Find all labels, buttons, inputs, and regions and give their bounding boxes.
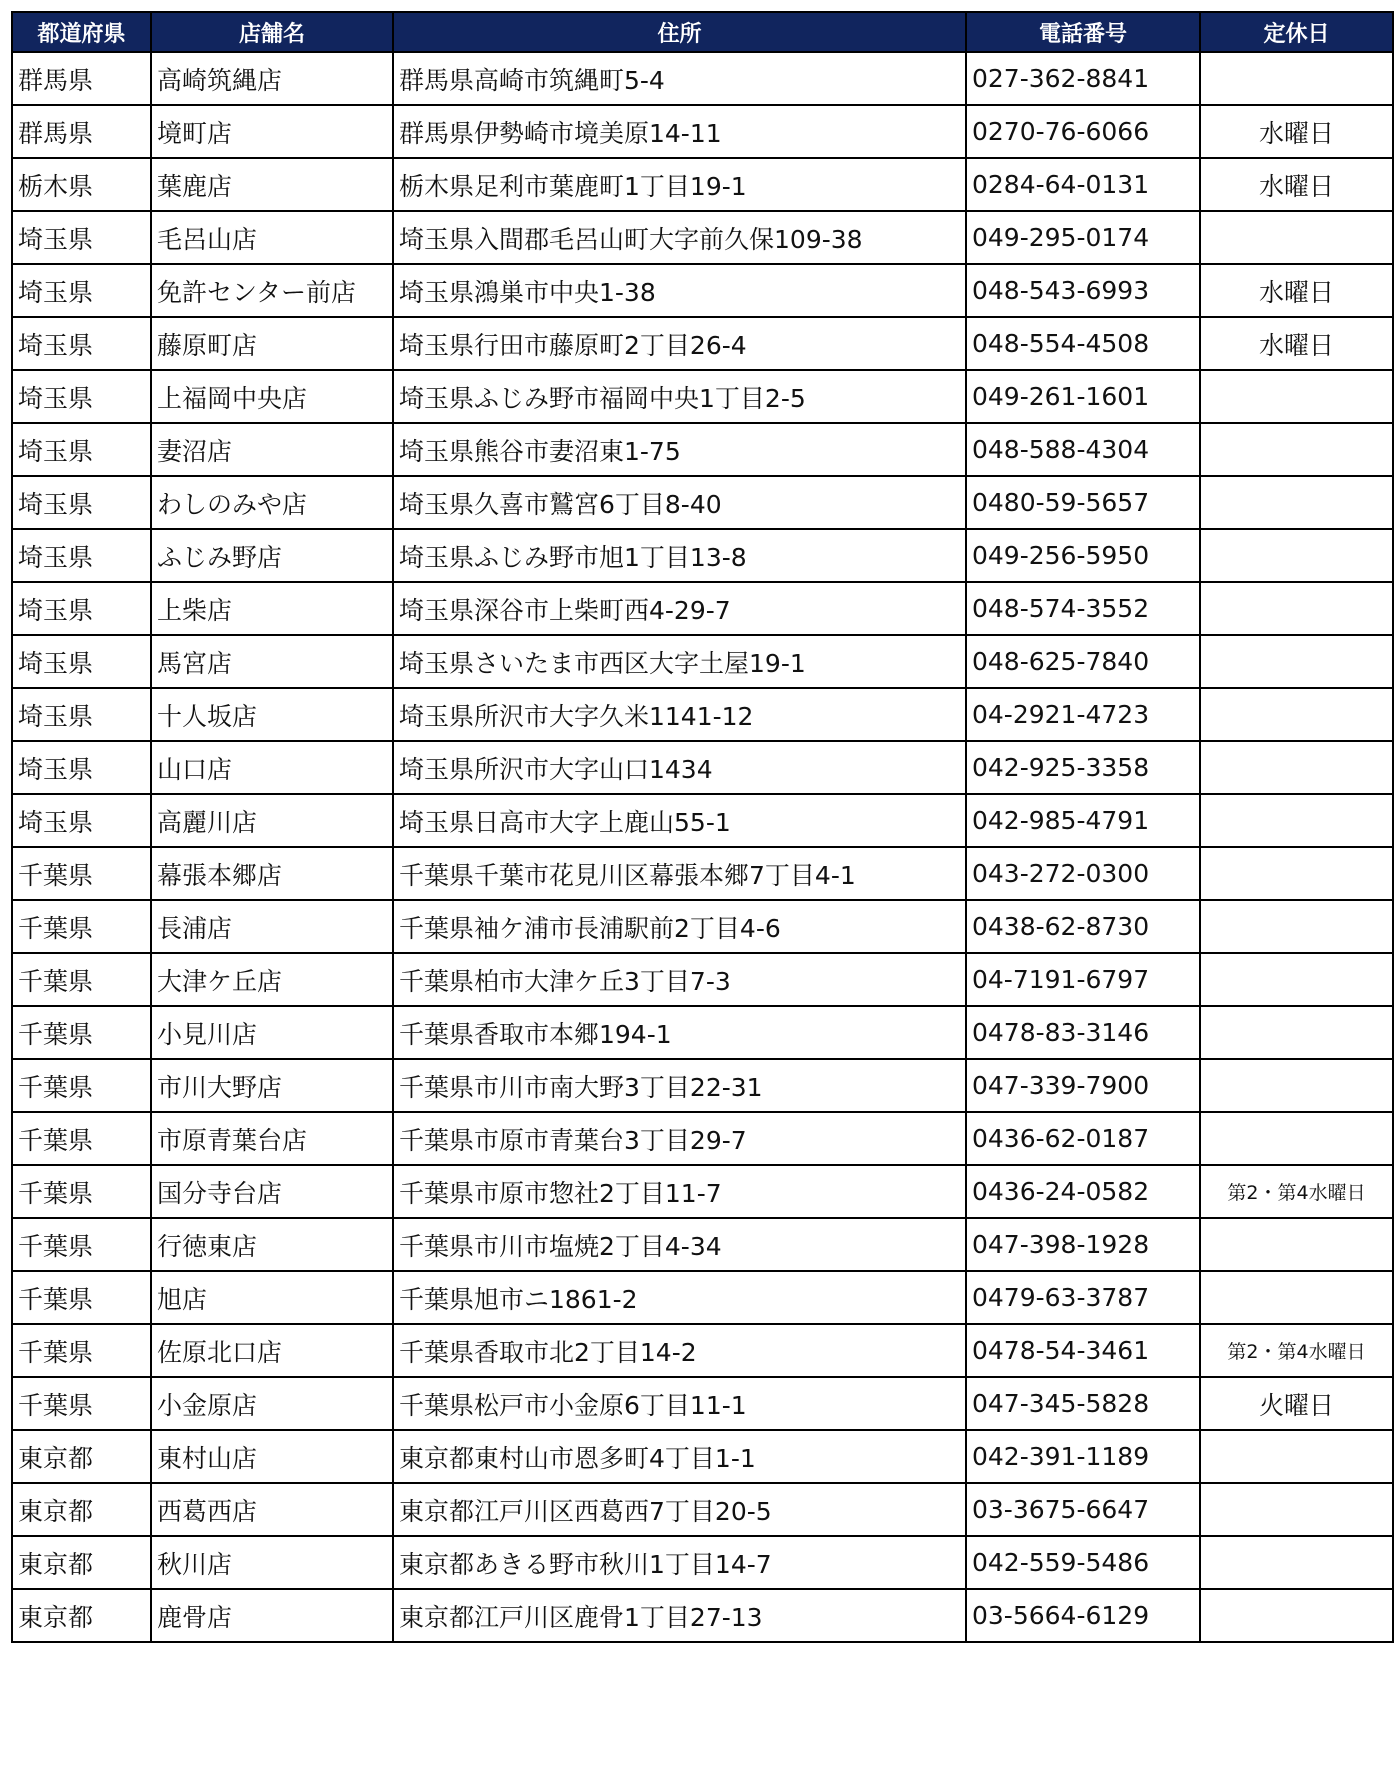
cell-phone: 0436-24-0582: [966, 1165, 1200, 1218]
cell-address: 千葉県松戸市小金原6丁目11-1: [393, 1377, 966, 1430]
cell-address: 埼玉県ふじみ野市旭1丁目13-8: [393, 529, 966, 582]
cell-prefecture: 千葉県: [12, 1324, 151, 1377]
cell-holiday: [1200, 847, 1393, 900]
cell-store-name: 市川大野店: [151, 1059, 393, 1112]
cell-holiday: [1200, 423, 1393, 476]
cell-store-name: 市原青葉台店: [151, 1112, 393, 1165]
cell-phone: 042-559-5486: [966, 1536, 1200, 1589]
cell-store-name: 葉鹿店: [151, 158, 393, 211]
cell-holiday: [1200, 370, 1393, 423]
table-row: [12, 688, 1393, 741]
cell-holiday: 火曜日: [1200, 1377, 1393, 1430]
cell-phone: 0436-62-0187: [966, 1112, 1200, 1165]
cell-prefecture: 千葉県: [12, 1218, 151, 1271]
cell-store-name: 長浦店: [151, 900, 393, 953]
cell-store-name: 小金原店: [151, 1377, 393, 1430]
cell-store-name: 小見川店: [151, 1006, 393, 1059]
cell-holiday: [1200, 900, 1393, 953]
cell-address: 千葉県香取市本郷194-1: [393, 1006, 966, 1059]
cell-store-name: わしのみや店: [151, 476, 393, 529]
cell-phone: 048-588-4304: [966, 423, 1200, 476]
table-row: [12, 1112, 1393, 1165]
cell-store-name: 旭店: [151, 1271, 393, 1324]
cell-phone: 04-2921-4723: [966, 688, 1200, 741]
cell-prefecture: 千葉県: [12, 1112, 151, 1165]
cell-phone: 0270-76-6066: [966, 105, 1200, 158]
cell-prefecture: 千葉県: [12, 953, 151, 1006]
cell-store-name: 東村山店: [151, 1430, 393, 1483]
cell-holiday: [1200, 794, 1393, 847]
table-row: [12, 1536, 1393, 1589]
cell-holiday: 水曜日: [1200, 264, 1393, 317]
cell-prefecture: 埼玉県: [12, 264, 151, 317]
cell-address: 東京都江戸川区西葛西7丁目20-5: [393, 1483, 966, 1536]
table-row: [12, 1324, 1393, 1377]
table-row: [12, 264, 1393, 317]
cell-prefecture: 埼玉県: [12, 529, 151, 582]
table-row: [12, 847, 1393, 900]
cell-prefecture: 千葉県: [12, 1165, 151, 1218]
table-row: [12, 1377, 1393, 1430]
cell-phone: 047-345-5828: [966, 1377, 1200, 1430]
cell-holiday: [1200, 1218, 1393, 1271]
cell-prefecture: 千葉県: [12, 900, 151, 953]
cell-prefecture: 千葉県: [12, 847, 151, 900]
cell-address: 埼玉県入間郡毛呂山町大字前久保109-38: [393, 211, 966, 264]
cell-holiday: [1200, 476, 1393, 529]
cell-store-name: 十人坂店: [151, 688, 393, 741]
cell-address: 千葉県旭市ニ1861-2: [393, 1271, 966, 1324]
cell-prefecture: 栃木県: [12, 158, 151, 211]
header-address: 住所: [393, 12, 966, 52]
table-row: [12, 1218, 1393, 1271]
table-row: [12, 158, 1393, 211]
table-row: [12, 317, 1393, 370]
cell-prefecture: 埼玉県: [12, 635, 151, 688]
table-row: [12, 1271, 1393, 1324]
cell-phone: 049-256-5950: [966, 529, 1200, 582]
cell-prefecture: 東京都: [12, 1483, 151, 1536]
cell-prefecture: 群馬県: [12, 105, 151, 158]
cell-store-name: 大津ケ丘店: [151, 953, 393, 1006]
cell-holiday: 第2・第4水曜日: [1200, 1324, 1393, 1377]
table-row: [12, 1483, 1393, 1536]
cell-address: 埼玉県久喜市鷲宮6丁目8-40: [393, 476, 966, 529]
cell-address: 埼玉県行田市藤原町2丁目26-4: [393, 317, 966, 370]
table-row: [12, 1165, 1393, 1218]
store-list-table: [11, 11, 1394, 1643]
cell-address: 千葉県市川市塩焼2丁目4-34: [393, 1218, 966, 1271]
cell-phone: 0284-64-0131: [966, 158, 1200, 211]
cell-holiday: [1200, 582, 1393, 635]
header-phone: 電話番号: [966, 12, 1200, 52]
cell-phone: 04-7191-6797: [966, 953, 1200, 1006]
cell-store-name: 毛呂山店: [151, 211, 393, 264]
cell-address: 埼玉県所沢市大字山口1434: [393, 741, 966, 794]
table-header: [12, 12, 1393, 52]
cell-prefecture: 埼玉県: [12, 317, 151, 370]
table-row: [12, 794, 1393, 847]
table-row: [12, 370, 1393, 423]
cell-holiday: [1200, 529, 1393, 582]
cell-address: 埼玉県鴻巣市中央1-38: [393, 264, 966, 317]
cell-phone: 0438-62-8730: [966, 900, 1200, 953]
cell-store-name: ふじみ野店: [151, 529, 393, 582]
cell-address: 埼玉県深谷市上柴町西4-29-7: [393, 582, 966, 635]
cell-store-name: 佐原北口店: [151, 1324, 393, 1377]
cell-holiday: [1200, 741, 1393, 794]
cell-phone: 0478-83-3146: [966, 1006, 1200, 1059]
table-row: [12, 1006, 1393, 1059]
cell-phone: 0479-63-3787: [966, 1271, 1200, 1324]
cell-prefecture: 埼玉県: [12, 476, 151, 529]
cell-holiday: 水曜日: [1200, 317, 1393, 370]
cell-phone: 047-398-1928: [966, 1218, 1200, 1271]
cell-phone: 049-261-1601: [966, 370, 1200, 423]
cell-address: 群馬県高崎市筑縄町5-4: [393, 52, 966, 105]
table-row: [12, 1430, 1393, 1483]
cell-holiday: [1200, 211, 1393, 264]
cell-phone: 043-272-0300: [966, 847, 1200, 900]
cell-store-name: 鹿骨店: [151, 1589, 393, 1642]
cell-store-name: 上福岡中央店: [151, 370, 393, 423]
cell-address: 千葉県市原市青葉台3丁目29-7: [393, 1112, 966, 1165]
cell-prefecture: 埼玉県: [12, 423, 151, 476]
cell-phone: 049-295-0174: [966, 211, 1200, 264]
cell-address: 東京都江戸川区鹿骨1丁目27-13: [393, 1589, 966, 1642]
cell-holiday: [1200, 1589, 1393, 1642]
cell-address: 千葉県香取市北2丁目14-2: [393, 1324, 966, 1377]
cell-store-name: 秋川店: [151, 1536, 393, 1589]
table-row: [12, 1059, 1393, 1112]
cell-store-name: 国分寺台店: [151, 1165, 393, 1218]
table-row: [12, 900, 1393, 953]
table-row: [12, 476, 1393, 529]
cell-prefecture: 群馬県: [12, 52, 151, 105]
cell-holiday: [1200, 688, 1393, 741]
cell-address: 千葉県千葉市花見川区幕張本郷7丁目4-1: [393, 847, 966, 900]
cell-address: 栃木県足利市葉鹿町1丁目19-1: [393, 158, 966, 211]
cell-store-name: 山口店: [151, 741, 393, 794]
cell-holiday: [1200, 1059, 1393, 1112]
cell-prefecture: 埼玉県: [12, 741, 151, 794]
cell-holiday: 第2・第4水曜日: [1200, 1165, 1393, 1218]
cell-prefecture: 埼玉県: [12, 794, 151, 847]
cell-phone: 042-985-4791: [966, 794, 1200, 847]
header-holiday: 定休日: [1200, 12, 1393, 52]
cell-address: 東京都東村山市恩多町4丁目1-1: [393, 1430, 966, 1483]
cell-address: 千葉県市原市惣社2丁目11-7: [393, 1165, 966, 1218]
table-row: [12, 1589, 1393, 1642]
table-row: [12, 953, 1393, 1006]
cell-address: 埼玉県さいたま市西区大字土屋19-1: [393, 635, 966, 688]
cell-phone: 0478-54-3461: [966, 1324, 1200, 1377]
cell-address: 千葉県市川市南大野3丁目22-31: [393, 1059, 966, 1112]
cell-phone: 0480-59-5657: [966, 476, 1200, 529]
table-row: [12, 211, 1393, 264]
cell-prefecture: 千葉県: [12, 1006, 151, 1059]
cell-prefecture: 埼玉県: [12, 370, 151, 423]
cell-phone: 048-574-3552: [966, 582, 1200, 635]
cell-store-name: 上柴店: [151, 582, 393, 635]
table-row: [12, 423, 1393, 476]
cell-phone: 042-925-3358: [966, 741, 1200, 794]
header-row: [12, 12, 1393, 52]
cell-holiday: [1200, 1430, 1393, 1483]
header-prefecture: 都道府県: [12, 12, 151, 52]
cell-holiday: [1200, 953, 1393, 1006]
cell-store-name: 西葛西店: [151, 1483, 393, 1536]
cell-address: 千葉県袖ケ浦市長浦駅前2丁目4-6: [393, 900, 966, 953]
cell-phone: 047-339-7900: [966, 1059, 1200, 1112]
cell-store-name: 免許センター前店: [151, 264, 393, 317]
table-row: [12, 582, 1393, 635]
table-row: [12, 52, 1393, 105]
table-row: [12, 635, 1393, 688]
cell-store-name: 行徳東店: [151, 1218, 393, 1271]
cell-prefecture: 埼玉県: [12, 688, 151, 741]
cell-phone: 048-543-6993: [966, 264, 1200, 317]
table-row: [12, 529, 1393, 582]
cell-address: 埼玉県ふじみ野市福岡中央1丁目2-5: [393, 370, 966, 423]
header-store-name: 店舗名: [151, 12, 393, 52]
cell-prefecture: 千葉県: [12, 1059, 151, 1112]
cell-holiday: [1200, 1536, 1393, 1589]
cell-phone: 048-554-4508: [966, 317, 1200, 370]
cell-holiday: [1200, 1483, 1393, 1536]
cell-prefecture: 千葉県: [12, 1271, 151, 1324]
cell-prefecture: 千葉県: [12, 1377, 151, 1430]
cell-address: 埼玉県所沢市大字久米1141-12: [393, 688, 966, 741]
cell-store-name: 藤原町店: [151, 317, 393, 370]
cell-prefecture: 東京都: [12, 1536, 151, 1589]
cell-address: 東京都あきる野市秋川1丁目14-7: [393, 1536, 966, 1589]
cell-store-name: 境町店: [151, 105, 393, 158]
cell-holiday: 水曜日: [1200, 105, 1393, 158]
cell-prefecture: 埼玉県: [12, 582, 151, 635]
cell-phone: 03-3675-6647: [966, 1483, 1200, 1536]
cell-phone: 042-391-1189: [966, 1430, 1200, 1483]
cell-holiday: 水曜日: [1200, 158, 1393, 211]
cell-address: 埼玉県日高市大字上鹿山55-1: [393, 794, 966, 847]
cell-prefecture: 埼玉県: [12, 211, 151, 264]
cell-store-name: 高麗川店: [151, 794, 393, 847]
cell-phone: 048-625-7840: [966, 635, 1200, 688]
cell-phone: 03-5664-6129: [966, 1589, 1200, 1642]
cell-address: 埼玉県熊谷市妻沼東1-75: [393, 423, 966, 476]
table-row: [12, 105, 1393, 158]
cell-holiday: [1200, 1112, 1393, 1165]
cell-holiday: [1200, 635, 1393, 688]
cell-address: 千葉県柏市大津ケ丘3丁目7-3: [393, 953, 966, 1006]
cell-holiday: [1200, 52, 1393, 105]
cell-holiday: [1200, 1271, 1393, 1324]
table-body: [12, 52, 1393, 1642]
cell-store-name: 幕張本郷店: [151, 847, 393, 900]
cell-prefecture: 東京都: [12, 1430, 151, 1483]
cell-store-name: 妻沼店: [151, 423, 393, 476]
cell-store-name: 高崎筑縄店: [151, 52, 393, 105]
table-row: [12, 741, 1393, 794]
cell-phone: 027-362-8841: [966, 52, 1200, 105]
cell-address: 群馬県伊勢崎市境美原14-11: [393, 105, 966, 158]
cell-prefecture: 東京都: [12, 1589, 151, 1642]
cell-store-name: 馬宮店: [151, 635, 393, 688]
cell-holiday: [1200, 1006, 1393, 1059]
